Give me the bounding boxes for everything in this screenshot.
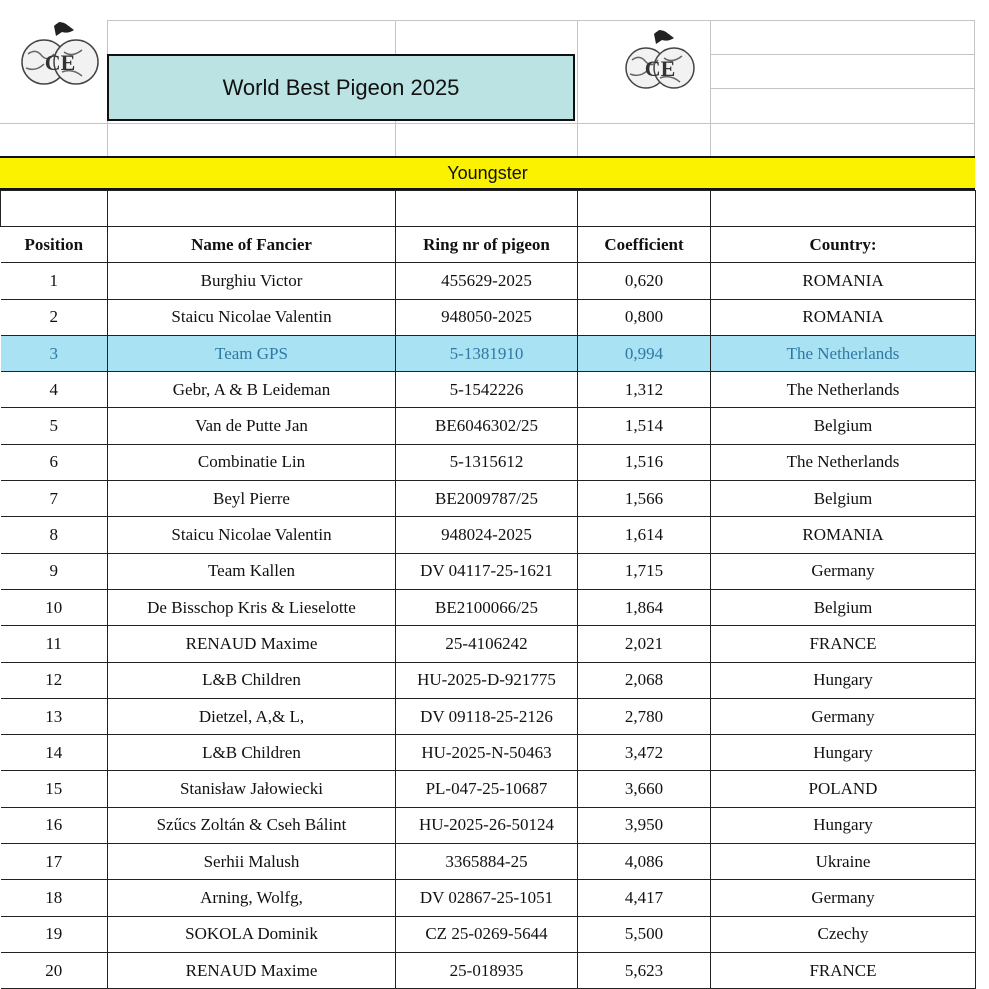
fancier-name-cell[interactable]: Combinatie Lin — [108, 444, 396, 480]
category-header: Youngster — [0, 156, 975, 190]
spacer-row — [1, 191, 976, 227]
position-cell[interactable]: 13 — [1, 698, 108, 734]
ring-number-cell[interactable]: PL-047-25-10687 — [396, 771, 578, 807]
svg-text:CE: CE — [644, 56, 676, 81]
gridline — [0, 123, 107, 124]
fancier-name-cell[interactable]: Team GPS — [108, 335, 396, 371]
country-cell[interactable]: Germany — [711, 880, 976, 916]
results-body — [1, 263, 976, 989]
table-row[interactable] — [1, 444, 976, 480]
gridline — [710, 20, 711, 156]
country-cell[interactable]: FRANCE — [711, 626, 976, 662]
fancier-name-cell[interactable]: SOKOLA Dominik — [108, 916, 396, 952]
ring-number-cell[interactable]: DV 04117-25-1621 — [396, 553, 578, 589]
table-row[interactable] — [1, 771, 976, 807]
table-row[interactable] — [1, 844, 976, 880]
fancier-name-cell[interactable]: L&B Children — [108, 662, 396, 698]
ring-number-cell[interactable]: 25-4106242 — [396, 626, 578, 662]
country-cell[interactable]: ROMANIA — [711, 517, 976, 553]
table-row[interactable] — [1, 735, 976, 771]
table-row[interactable] — [1, 589, 976, 625]
table-row[interactable] — [1, 408, 976, 444]
coefficient-cell[interactable]: 1,864 — [578, 589, 711, 625]
coefficient-cell[interactable]: 1,566 — [578, 481, 711, 517]
ring-number-cell[interactable]: 5-1381910 — [396, 335, 578, 371]
gridline — [577, 20, 578, 156]
fancier-name-cell[interactable]: Van de Putte Jan — [108, 408, 396, 444]
fancier-name-cell[interactable]: RENAUD Maxime — [108, 626, 396, 662]
position-cell[interactable]: 20 — [1, 952, 108, 988]
ring-number-cell[interactable]: 25-018935 — [396, 952, 578, 988]
fancier-name-cell[interactable]: Staicu Nicolae Valentin — [108, 299, 396, 335]
coefficient-cell[interactable]: 1,312 — [578, 372, 711, 408]
fancier-name-cell[interactable]: Beyl Pierre — [108, 481, 396, 517]
position-cell[interactable]: 3 — [1, 335, 108, 371]
coefficient-cell[interactable]: 5,623 — [578, 952, 711, 988]
table-row[interactable] — [1, 299, 976, 335]
country-cell[interactable]: Ukraine — [711, 844, 976, 880]
column-header-coefficient: Coefficient — [578, 227, 711, 263]
position-cell[interactable]: 17 — [1, 844, 108, 880]
gridline — [710, 54, 975, 55]
country-cell[interactable]: The Netherlands — [711, 372, 976, 408]
country-cell[interactable]: Belgium — [711, 481, 976, 517]
ring-number-cell[interactable]: DV 09118-25-2126 — [396, 698, 578, 734]
table-row[interactable] — [1, 372, 976, 408]
position-cell[interactable]: 11 — [1, 626, 108, 662]
position-cell[interactable]: 14 — [1, 735, 108, 771]
country-cell[interactable]: POLAND — [711, 771, 976, 807]
coefficient-cell[interactable]: 1,715 — [578, 553, 711, 589]
fancier-name-cell[interactable]: De Bisschop Kris & Lieselotte — [108, 589, 396, 625]
country-cell[interactable]: FRANCE — [711, 952, 976, 988]
table-row[interactable] — [1, 698, 976, 734]
coefficient-cell[interactable]: 2,068 — [578, 662, 711, 698]
gridline — [107, 123, 975, 124]
country-cell[interactable]: ROMANIA — [711, 263, 976, 299]
coefficient-cell[interactable]: 3,660 — [578, 771, 711, 807]
results-table — [0, 190, 976, 989]
ring-number-cell[interactable]: 5-1542226 — [396, 372, 578, 408]
gridline — [107, 20, 975, 21]
ring-number-cell[interactable]: BE2009787/25 — [396, 481, 578, 517]
country-cell[interactable]: The Netherlands — [711, 444, 976, 480]
gridline — [974, 20, 975, 156]
coefficient-cell[interactable]: 1,514 — [578, 408, 711, 444]
column-header-ring: Ring nr of pigeon — [396, 227, 578, 263]
country-cell[interactable]: ROMANIA — [711, 299, 976, 335]
position-cell[interactable]: 5 — [1, 408, 108, 444]
coefficient-cell[interactable]: 0,800 — [578, 299, 711, 335]
position-cell[interactable]: 2 — [1, 299, 108, 335]
position-cell[interactable]: 15 — [1, 771, 108, 807]
position-cell[interactable]: 10 — [1, 589, 108, 625]
ring-number-cell[interactable]: HU-2025-N-50463 — [396, 735, 578, 771]
fancier-name-cell[interactable]: Szűcs Zoltán & Cseh Bálint — [108, 807, 396, 843]
position-cell[interactable]: 18 — [1, 880, 108, 916]
federation-logo-left — [14, 16, 106, 96]
table-row[interactable] — [1, 626, 976, 662]
country-cell[interactable]: Czechy — [711, 916, 976, 952]
empty-cell — [711, 191, 976, 227]
position-cell[interactable]: 1 — [1, 263, 108, 299]
fancier-name-cell[interactable]: Arning, Wolfg, — [108, 880, 396, 916]
ring-number-cell[interactable]: DV 02867-25-1051 — [396, 880, 578, 916]
page-title: World Best Pigeon 2025 — [107, 54, 575, 121]
fancier-name-cell[interactable]: Gebr, A & B Leideman — [108, 372, 396, 408]
column-header-name: Name of Fancier — [108, 227, 396, 263]
fancier-name-cell[interactable]: Serhii Malush — [108, 844, 396, 880]
country-cell[interactable]: Belgium — [711, 408, 976, 444]
coefficient-cell[interactable]: 2,021 — [578, 626, 711, 662]
coefficient-cell[interactable]: 3,472 — [578, 735, 711, 771]
country-cell[interactable]: Hungary — [711, 735, 976, 771]
ring-number-cell[interactable]: 5-1315612 — [396, 444, 578, 480]
empty-cell — [1, 191, 108, 227]
gridline — [710, 88, 975, 89]
fancier-name-cell[interactable]: Team Kallen — [108, 553, 396, 589]
position-cell[interactable]: 6 — [1, 444, 108, 480]
ring-number-cell[interactable]: HU-2025-26-50124 — [396, 807, 578, 843]
coefficient-cell[interactable]: 1,516 — [578, 444, 711, 480]
ring-number-cell[interactable]: 948050-2025 — [396, 299, 578, 335]
fancier-name-cell[interactable]: Burghiu Victor — [108, 263, 396, 299]
table-row[interactable] — [1, 952, 976, 988]
coefficient-cell[interactable]: 3,950 — [578, 807, 711, 843]
country-cell[interactable]: The Netherlands — [711, 335, 976, 371]
empty-cell — [108, 191, 396, 227]
fancier-name-cell[interactable]: Dietzel, A,& L, — [108, 698, 396, 734]
table-row[interactable] — [1, 263, 976, 299]
position-cell[interactable]: 19 — [1, 916, 108, 952]
position-cell[interactable]: 12 — [1, 662, 108, 698]
table-row[interactable] — [1, 481, 976, 517]
position-cell[interactable]: 16 — [1, 807, 108, 843]
coefficient-cell[interactable]: 4,086 — [578, 844, 711, 880]
ring-number-cell[interactable]: 948024-2025 — [396, 517, 578, 553]
coefficient-cell[interactable]: 1,614 — [578, 517, 711, 553]
fancier-name-cell[interactable]: L&B Children — [108, 735, 396, 771]
position-cell[interactable]: 9 — [1, 553, 108, 589]
country-cell[interactable]: Germany — [711, 553, 976, 589]
table-row[interactable] — [1, 662, 976, 698]
column-header-position: Position — [1, 227, 108, 263]
table-row[interactable] — [1, 880, 976, 916]
ring-number-cell[interactable]: 3365884-25 — [396, 844, 578, 880]
fancier-name-cell[interactable]: Staicu Nicolae Valentin — [108, 517, 396, 553]
ring-number-cell[interactable]: CZ 25-0269-5644 — [396, 916, 578, 952]
position-cell[interactable]: 4 — [1, 372, 108, 408]
coefficient-cell[interactable]: 4,417 — [578, 880, 711, 916]
position-cell[interactable]: 7 — [1, 481, 108, 517]
ring-number-cell[interactable]: BE2100066/25 — [396, 589, 578, 625]
position-cell[interactable]: 8 — [1, 517, 108, 553]
column-header-country: Country: — [711, 227, 976, 263]
country-cell[interactable]: Hungary — [711, 807, 976, 843]
coefficient-cell[interactable]: 2,780 — [578, 698, 711, 734]
fancier-name-cell[interactable]: Stanisław Jałowiecki — [108, 771, 396, 807]
table-row[interactable] — [1, 517, 976, 553]
table-row[interactable] — [1, 807, 976, 843]
table-row[interactable] — [1, 553, 976, 589]
ring-number-cell[interactable]: HU-2025-D-921775 — [396, 662, 578, 698]
coefficient-cell[interactable]: 5,500 — [578, 916, 711, 952]
fancier-name-cell[interactable]: RENAUD Maxime — [108, 952, 396, 988]
country-cell[interactable]: Belgium — [711, 589, 976, 625]
table-row[interactable] — [1, 916, 976, 952]
column-header-row — [1, 227, 976, 263]
empty-cell — [578, 191, 711, 227]
coefficient-cell[interactable]: 0,620 — [578, 263, 711, 299]
empty-cell — [396, 191, 578, 227]
country-cell[interactable]: Germany — [711, 698, 976, 734]
coefficient-cell[interactable]: 0,994 — [578, 335, 711, 371]
ring-number-cell[interactable]: BE6046302/25 — [396, 408, 578, 444]
country-cell[interactable]: Hungary — [711, 662, 976, 698]
ring-number-cell[interactable]: 455629-2025 — [396, 263, 578, 299]
federation-logo-right — [612, 20, 708, 100]
svg-text:CE: CE — [44, 50, 76, 75]
table-row[interactable] — [1, 335, 976, 371]
